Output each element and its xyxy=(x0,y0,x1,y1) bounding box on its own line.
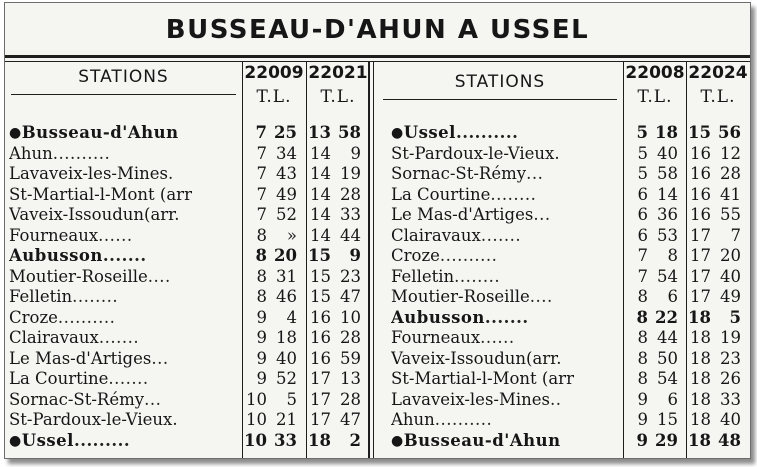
train2-hour: 16 xyxy=(310,348,331,368)
timetable-title: BUSSEAU-D'AHUN A USSEL xyxy=(165,15,590,45)
train2-hour: 17 xyxy=(310,410,331,429)
station-name-cell xyxy=(391,430,622,451)
train1-hour: 9 xyxy=(256,328,267,347)
timetable-row xyxy=(5,389,750,410)
train1-hour: 8 xyxy=(637,287,648,306)
train1-minute: 6 xyxy=(667,287,678,306)
train1-hour: 8 xyxy=(636,307,648,327)
left-train-number-2: 22021 xyxy=(308,63,368,83)
train2-minute: 20 xyxy=(720,246,741,265)
train1-hour: 8 xyxy=(637,348,648,368)
train2-minute: 49 xyxy=(720,287,741,306)
train1-hour: 7 xyxy=(256,205,267,224)
train2-minute: 19 xyxy=(720,328,741,347)
right-train-number-2: 22024 xyxy=(688,63,748,83)
train2-minute: 9 xyxy=(349,246,361,265)
leader-dots: .......... xyxy=(57,307,116,327)
train1-minute: 46 xyxy=(276,287,297,306)
timetable-row xyxy=(5,225,750,246)
train2-hour: 18 xyxy=(690,328,711,347)
station-name: Felletin xyxy=(391,266,455,286)
terminus-bullet-icon: ● xyxy=(9,125,22,141)
timetable-row xyxy=(5,184,750,205)
train2-minute: 19 xyxy=(340,164,361,183)
train1-hour: 8 xyxy=(637,369,648,388)
train1-minute: » xyxy=(286,225,297,245)
train1-minute: 44 xyxy=(657,328,678,347)
station-name: Clairavaux xyxy=(9,328,99,347)
timetable-row xyxy=(5,409,750,430)
train2-minute: 23 xyxy=(720,348,741,368)
train1-hour: 7 xyxy=(255,123,267,142)
train2-minute: 13 xyxy=(340,369,361,388)
train2-minute: 5 xyxy=(729,307,741,327)
timetable-row xyxy=(5,307,750,328)
train2-minute: 47 xyxy=(340,410,361,429)
train1-minute: 20 xyxy=(274,246,297,265)
timetable-row xyxy=(5,122,750,143)
train1-minute: 40 xyxy=(657,143,678,163)
train2-minute: 26 xyxy=(720,369,741,388)
train2-hour: 14 xyxy=(310,184,331,204)
station-name: Lavaveix-les-Mines xyxy=(9,164,169,183)
timetable-row xyxy=(5,163,750,184)
train2-hour: 17 xyxy=(690,225,711,245)
train1-hour: 9 xyxy=(256,348,267,368)
station-name: Ahun xyxy=(391,410,435,429)
train1-hour: 7 xyxy=(256,164,267,183)
station-name: Aubusson xyxy=(9,246,103,265)
train2-minute: 55 xyxy=(720,205,741,224)
train1-hour: 9 xyxy=(637,410,648,429)
station-name: Vaveix-Issoudun(arr. xyxy=(391,348,562,368)
train2-hour: 17 xyxy=(690,287,711,306)
train1-minute: 52 xyxy=(276,369,297,388)
leader-dots: ........ xyxy=(490,184,537,204)
train2-minute: 28 xyxy=(340,184,361,204)
station-name: Le Mas-d'Artiges xyxy=(9,348,152,368)
train1-hour: 8 xyxy=(637,328,648,347)
timetable-row xyxy=(5,245,750,266)
station-name: St-Pardoux-le-Vieux. xyxy=(391,143,560,163)
station-name: Felletin xyxy=(9,287,73,306)
station-name: Fourneaux xyxy=(391,328,481,347)
train1-hour: 8 xyxy=(256,266,267,286)
leader-dots: ... xyxy=(144,389,162,409)
left-train-number-1: 22009 xyxy=(244,63,304,83)
leader-dots: ....... xyxy=(102,246,147,265)
train2-hour: 16 xyxy=(690,184,711,204)
station-name: St-Martial-l-Mont (arr xyxy=(391,369,574,388)
train1-hour: 9 xyxy=(637,389,648,409)
leader-dots: ...... xyxy=(98,225,133,245)
train2-minute: 33 xyxy=(340,205,361,224)
train1-hour: 6 xyxy=(637,225,648,245)
train1-hour: 9 xyxy=(256,369,267,388)
train2-hour: 16 xyxy=(310,328,331,347)
train1-hour: 5 xyxy=(636,123,648,142)
train1-minute: 15 xyxy=(657,410,678,429)
train2-minute: 59 xyxy=(340,348,361,368)
train2-hour: 14 xyxy=(310,225,331,245)
train2-minute: 2 xyxy=(349,430,361,450)
station-name-cell xyxy=(391,348,622,369)
right-train-number-1: 22008 xyxy=(625,63,685,83)
train1-hour: 7 xyxy=(256,184,267,204)
train1-minute: 14 xyxy=(657,184,678,204)
train2-minute: 40 xyxy=(720,410,741,429)
station-name-cell xyxy=(391,409,622,430)
train1-minute: 52 xyxy=(276,205,297,224)
leader-dots: ....... xyxy=(108,369,149,388)
station-name-cell xyxy=(391,307,622,328)
train1-minute: 18 xyxy=(655,123,678,142)
left-train-class-1: T.L. xyxy=(256,87,292,107)
timetable-row xyxy=(5,143,750,164)
station-name: Moutier-Roseille xyxy=(391,287,530,306)
train2-minute: 9 xyxy=(350,143,361,163)
train2-hour: 17 xyxy=(310,369,331,388)
train1-minute: 54 xyxy=(657,266,678,286)
leader-dots: ........ xyxy=(72,287,119,306)
train1-minute: 53 xyxy=(657,225,678,245)
station-name-cell xyxy=(391,286,622,307)
station-name-cell xyxy=(391,122,622,143)
train2-hour: 18 xyxy=(688,307,711,327)
leader-dots: ......... xyxy=(73,430,131,450)
train1-hour: 6 xyxy=(637,205,648,224)
left-station-underline xyxy=(11,94,236,95)
station-name: Ahun xyxy=(9,143,53,163)
train1-hour: 9 xyxy=(256,307,267,327)
leader-dots: ... xyxy=(526,164,544,183)
left-stations-header: STATIONS xyxy=(78,67,169,87)
train1-minute: 40 xyxy=(276,348,297,368)
timetable-row xyxy=(5,286,750,307)
train2-hour: 16 xyxy=(690,143,711,163)
station-name-cell xyxy=(391,163,622,184)
header-rule-thin xyxy=(5,61,750,62)
train2-hour: 16 xyxy=(690,205,711,224)
train2-hour: 17 xyxy=(690,246,711,265)
title-rule xyxy=(5,55,750,58)
train2-minute: 44 xyxy=(340,225,361,245)
station-name-cell xyxy=(391,184,622,205)
train1-hour: 8 xyxy=(256,287,267,306)
train1-minute: 18 xyxy=(276,328,297,347)
train1-minute: 4 xyxy=(286,307,297,327)
station-name: St-Martial-l-Mont (arr xyxy=(9,184,192,204)
station-name: Busseau-d'Ahun xyxy=(21,123,179,142)
leader-dots: ...... xyxy=(480,328,515,347)
train2-minute: 47 xyxy=(340,287,361,306)
train1-minute: 33 xyxy=(274,430,297,450)
leader-dots: .......... xyxy=(434,410,493,429)
train2-hour: 17 xyxy=(690,266,711,286)
timetable-row xyxy=(5,204,750,225)
train1-hour: 10 xyxy=(244,430,267,450)
train1-minute: 50 xyxy=(657,348,678,368)
right-station-underline xyxy=(383,99,617,100)
train2-hour: 18 xyxy=(308,430,331,450)
terminus-bullet-icon: ● xyxy=(9,432,22,449)
terminus-bullet-icon: ● xyxy=(391,432,404,449)
train2-hour: 14 xyxy=(310,143,331,163)
station-name-cell xyxy=(391,225,622,246)
right-train-class-1: T.L. xyxy=(637,87,673,107)
train2-minute: 41 xyxy=(720,184,741,204)
timetable-row xyxy=(5,266,750,287)
train1-minute: 34 xyxy=(276,143,297,163)
train1-hour: 8 xyxy=(256,225,267,245)
train2-hour: 15 xyxy=(310,266,331,286)
train2-hour: 14 xyxy=(310,164,331,183)
station-name-cell xyxy=(391,327,622,348)
station-name: Fourneaux xyxy=(9,225,99,245)
station-name: St-Pardoux-le-Vieux. xyxy=(9,410,178,429)
train2-hour: 15 xyxy=(310,287,331,306)
train2-hour: 16 xyxy=(310,307,331,327)
train2-hour: 18 xyxy=(690,348,711,368)
train2-hour: 18 xyxy=(690,369,711,388)
train1-hour: 6 xyxy=(637,184,648,204)
station-name: La Courtine xyxy=(9,369,109,388)
train2-minute: 48 xyxy=(718,430,741,450)
station-name: La Courtine xyxy=(391,184,491,204)
train2-hour: 15 xyxy=(308,246,331,265)
train2-hour: 14 xyxy=(310,205,331,224)
station-name: Clairavaux xyxy=(391,225,481,245)
station-name-cell xyxy=(391,204,622,225)
station-name: Croze xyxy=(9,307,58,327)
leader-dots: .... xyxy=(147,266,171,286)
station-name-cell xyxy=(391,368,622,389)
train1-hour: 8 xyxy=(255,246,267,265)
train1-minute: 22 xyxy=(655,307,678,327)
right-train-class-2: T.L. xyxy=(700,87,736,107)
station-name: Lavaveix-les-Mines xyxy=(391,389,551,409)
train1-minute: 54 xyxy=(657,369,678,388)
terminus-bullet-icon: ● xyxy=(391,125,404,141)
train1-hour: 10 xyxy=(246,389,267,409)
train1-minute: 25 xyxy=(274,123,297,142)
station-name-cell xyxy=(391,266,622,287)
train2-minute: 40 xyxy=(720,266,741,286)
station-name: Sornac-St-Rémy xyxy=(9,389,145,409)
leader-dots: .... xyxy=(529,287,553,306)
station-name: Ussel xyxy=(21,430,74,450)
station-name-cell xyxy=(391,143,622,164)
train2-hour: 17 xyxy=(310,389,331,409)
train1-minute: 21 xyxy=(276,410,297,429)
right-stations-header: STATIONS xyxy=(454,72,546,92)
train2-hour: 13 xyxy=(308,123,331,142)
station-name: Vaveix-Issoudun(arr. xyxy=(9,205,180,224)
timetable-sheet xyxy=(4,2,751,459)
train1-minute: 43 xyxy=(276,164,297,183)
train1-minute: 29 xyxy=(655,430,678,450)
train2-hour: 16 xyxy=(690,164,711,183)
leader-dots: ....... xyxy=(98,328,140,347)
station-name: Sornac-St-Rémy xyxy=(391,164,527,183)
train1-hour: 5 xyxy=(637,164,648,183)
station-name-cell xyxy=(391,245,622,266)
timetable-row xyxy=(5,368,750,389)
leader-dots: .......... xyxy=(52,143,111,163)
station-name: Busseau-d'Ahun xyxy=(403,430,561,450)
train1-minute: 5 xyxy=(286,389,297,409)
station-name: Croze xyxy=(391,246,440,265)
leader-dots: . xyxy=(168,164,174,183)
timetable-row xyxy=(5,327,750,348)
train1-hour: 10 xyxy=(246,410,267,429)
train2-minute: 28 xyxy=(340,328,361,347)
train1-hour: 7 xyxy=(256,143,267,163)
train2-hour: 18 xyxy=(690,389,711,409)
train2-minute: 12 xyxy=(720,143,741,163)
station-name-cell xyxy=(391,389,622,410)
train2-hour: 15 xyxy=(688,123,711,142)
train1-minute: 6 xyxy=(667,389,678,409)
train1-hour: 7 xyxy=(637,266,648,286)
station-name: Moutier-Roseille xyxy=(9,266,148,286)
leader-dots: ... xyxy=(533,205,551,224)
leader-dots: .......... xyxy=(439,246,498,265)
train1-minute: 49 xyxy=(276,184,297,204)
train2-minute: 56 xyxy=(718,123,741,142)
timetable-row xyxy=(5,430,750,451)
train2-hour: 18 xyxy=(690,410,711,429)
train1-hour: 7 xyxy=(637,246,648,265)
train1-hour: 9 xyxy=(636,430,648,450)
leader-dots: ....... xyxy=(484,307,529,327)
train2-hour: 18 xyxy=(688,430,711,450)
train2-minute: 33 xyxy=(720,389,741,409)
train1-minute: 58 xyxy=(657,164,678,183)
timetable-row xyxy=(5,348,750,369)
train2-minute: 28 xyxy=(720,164,741,183)
train1-hour: 5 xyxy=(637,143,648,163)
train1-minute: 31 xyxy=(276,266,297,286)
station-name: Le Mas-d'Artiges xyxy=(391,205,534,224)
station-name: Ussel xyxy=(403,123,456,142)
leader-dots: .. xyxy=(550,389,562,409)
train1-minute: 36 xyxy=(657,205,678,224)
train2-minute: 7 xyxy=(730,225,741,245)
train2-minute: 28 xyxy=(340,389,361,409)
leader-dots: ....... xyxy=(480,225,522,245)
leader-dots: .......... xyxy=(455,123,519,142)
leader-dots: ........ xyxy=(454,266,501,286)
train2-minute: 10 xyxy=(340,307,361,327)
leader-dots: ... xyxy=(151,348,169,368)
train2-minute: 58 xyxy=(338,123,361,142)
train2-minute: 23 xyxy=(340,266,361,286)
station-name: Aubusson xyxy=(391,307,485,327)
train1-minute: 8 xyxy=(667,246,678,265)
left-train-class-2: T.L. xyxy=(320,87,356,107)
